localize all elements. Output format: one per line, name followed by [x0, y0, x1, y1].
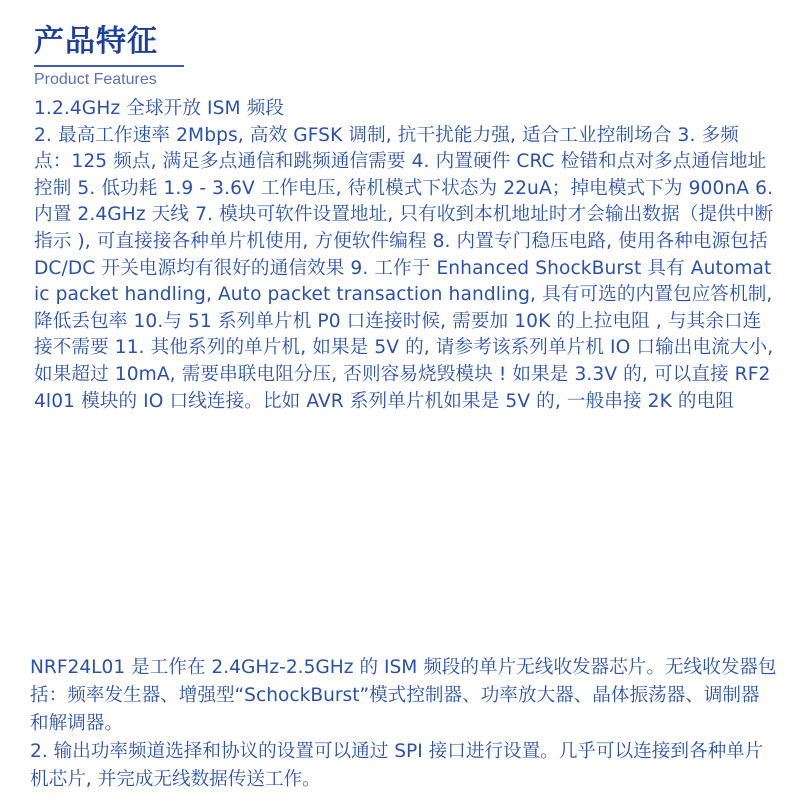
features-paragraph: 1.2.4GHz 全球开放 ISM 频段 2. 最高工作速率 2Mbps, 高效 GFSK 调制, 抗干扰能力强, 适合工业控制场合 3. 多频点：125 频点, 满足多点通信和跳频通信需要 4. 内置硬件 CRC 检错和点对多点通信地址控制 5. 低功耗 1.9 - 3.6V 工作电压, 待机模式下状态为 22uA；掉电模式下为 900nA 6. 内置 2.4GHz 天线 7. 模块可软件设置地址, 只有收到本机地址时才会输出数据（提供中断指示 ), 可直接接各种单片机使用, 方便软件编程 8. 内置专门稳压电路, 使用各种电源包括 DC/DC 开关电源均有很好的通信效果 9. 工作于 Enhanced ShockBurst 具有 Automatic packet handling, Auto packet transaction handling, 具有可选的内置包应答机制, 降低丢包率 10.与 51 系列单片机 P0 口连接时候, 需要加 10K 的上拉电阻 , 与其余口连接不需要 11. 其他系列的单片机, 如果是 5V 的, 请参考该系列单片机 IO 口输出电流大小, 如果超过 10mA, 需要串联电阻分压, 否则容易烧毁模块 ! 如果是 3.3V 的, 可以直接 RF24l01 模块的 IO 口线连接。比如 AVR 系列单片机如果是 5V 的, 一般串接 2K 的电阻	[34, 98, 774, 412]
page-subtitle: Product Features	[34, 71, 157, 88]
page-title: 产品特征	[34, 24, 158, 59]
description-paragraph-1: NRF24L01 是工作在 2.4GHz-2.5GHz 的 ISM 频段的单片无线收发器芯片。无线收发器包括：频率发生器、增强型“SchockBurst”模式控制器、功率放大器、晶体振荡器、调制器和解调器。	[30, 657, 777, 734]
description-paragraph-2: 2. 输出功率频道选择和协议的设置可以通过 SPI 接口进行设置。几乎可以连接到各种单片机芯片, 并完成无线数据传送工作。	[30, 741, 764, 790]
description-text	[30, 654, 778, 794]
features-text	[34, 96, 776, 415]
section-header	[34, 22, 194, 89]
title-underline	[34, 65, 184, 67]
